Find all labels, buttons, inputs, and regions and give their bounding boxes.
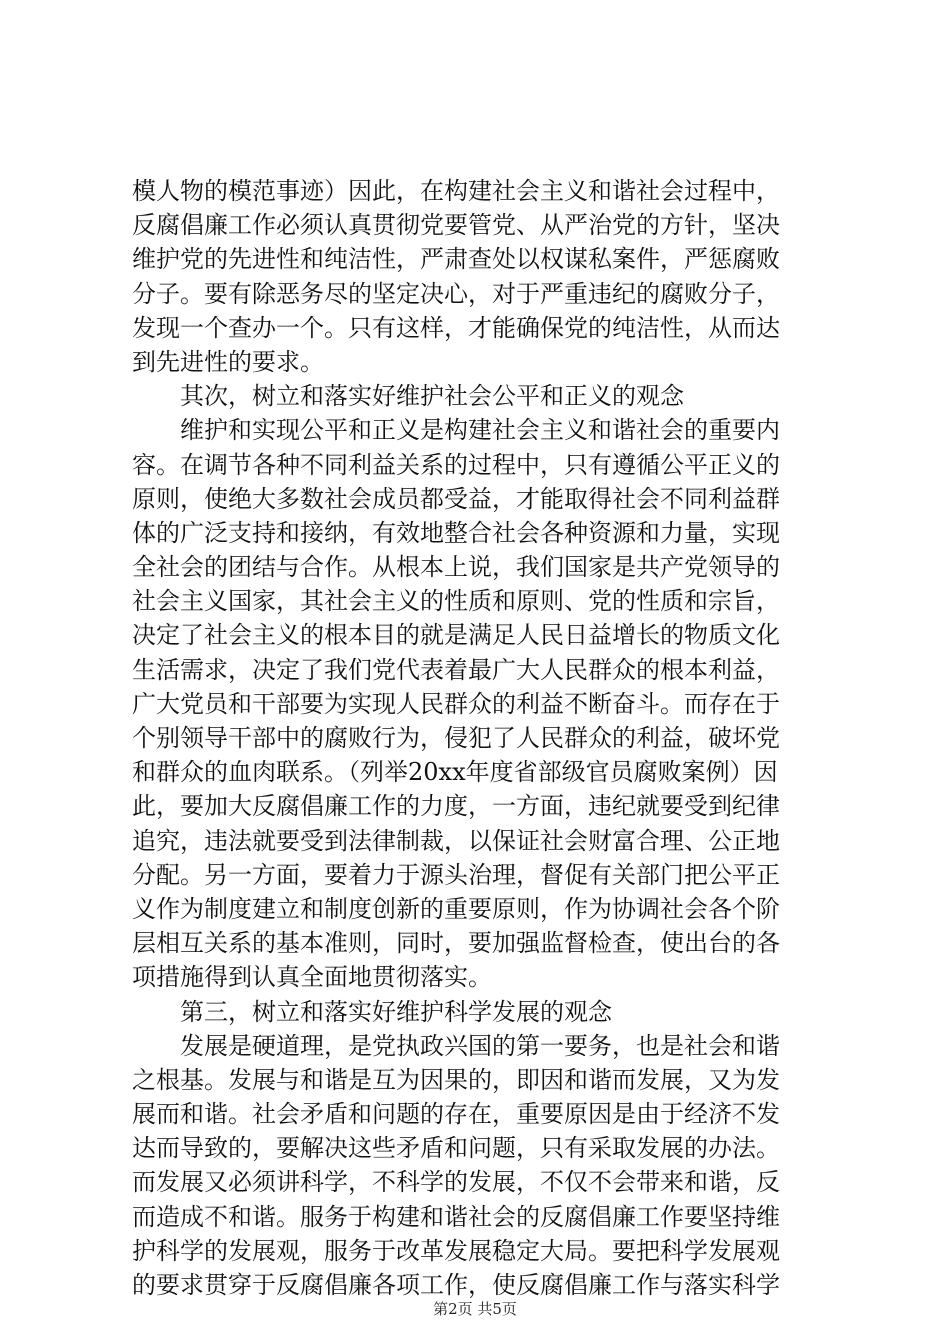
text-line: 层相互关系的基本准则，同时，要加强监督检查，使出台的各 [132, 929, 780, 958]
text-line: 维护党的先进性和纯洁性，严肃查处以权谋私案件，严惩腐败 [132, 245, 780, 274]
text-line: 社会主义国家，其社会主义的性质和原则、党的性质和宗旨， [132, 587, 780, 616]
text-line: 维护和实现公平和正义是构建社会主义和谐社会的重要内 [180, 416, 780, 445]
page-number-footer: 第2页 共5页 [433, 1300, 517, 1318]
text-line: 而发展又必须讲科学，不科学的发展，不仅不会带来和谐，反 [132, 1168, 780, 1197]
text-line: 决定了社会主义的根本目的就是满足人民日益增长的物质文化 [132, 621, 780, 650]
text-line: 义作为制度建立和制度创新的重要原则，作为协调社会各个阶 [132, 894, 780, 923]
text-line: 体的广泛支持和接纳，有效地整合社会各种资源和力量，实现 [132, 518, 780, 547]
body-text [132, 174, 838, 1302]
text-line: 追究，违法就要受到法律制裁，以保证社会财富合理、公正地 [132, 826, 780, 855]
text-line: 容。在调节各种不同利益关系的过程中，只有遵循公平正义的 [132, 450, 780, 479]
text-line: 发展是硬道理，是党执政兴国的第一要务，也是社会和谐 [180, 1031, 780, 1060]
text-line: 全社会的团结与合作。从根本上说，我们国家是共产党领导的 [132, 553, 780, 582]
text-line: 护科学的发展观，服务于改革发展稳定大局。要把科学发展观 [132, 1236, 780, 1265]
text-line: 到先进性的要求。 [132, 347, 324, 376]
text-line: 和群众的血肉联系。（列举20xx年度省部级官员腐败案例）因 [132, 758, 778, 787]
text-line: 反腐倡廉工作必须认真贯彻党要管党、从严治党的方针，坚决 [132, 211, 780, 240]
text-line: 项措施得到认真全面地贯彻落实。 [132, 963, 492, 992]
text-line: 发现一个查办一个。只有这样，才能确保党的纯洁性，从而达 [132, 313, 780, 342]
section-heading: 其次，树立和落实好维护社会公平和正义的观念 [180, 382, 684, 411]
text-line: 生活需求，决定了我们党代表着最广大人民群众的根本利益， [132, 655, 780, 684]
text-line: 模人物的模范事迹）因此，在构建社会主义和谐社会过程中， [132, 177, 780, 205]
text-line: 分配。另一方面，要着力于源头治理，督促有关部门把公平正 [132, 860, 780, 889]
text-line: 的要求贯穿于反腐倡廉各项工作，使反腐倡廉工作与落实科学 [132, 1271, 780, 1299]
text-line: 而造成不和谐。服务于构建和谐社会的反腐倡廉工作要坚持维 [132, 1202, 780, 1231]
text-line: 展而和谐。社会矛盾和问题的存在，重要原因是由于经济不发 [132, 1100, 780, 1129]
text-line: 此，要加大反腐倡廉工作的力度，一方面，违纪就要受到纪律 [132, 792, 780, 821]
section-heading: 第三，树立和落实好维护科学发展的观念 [180, 997, 612, 1026]
text-line: 之根基。发展与和谐是互为因果的，即因和谐而发展，又为发 [132, 1065, 780, 1094]
text-line: 个别领导干部中的腐败行为，侵犯了人民群众的利益，破坏党 [132, 724, 780, 752]
text-line: 原则，使绝大多数社会成员都受益，才能取得社会不同利益群 [132, 484, 780, 513]
text-line: 分子。要有除恶务尽的坚定决心，对于严重违纪的腐败分子， [132, 279, 780, 308]
text-line: 广大党员和干部要为实现人民群众的利益不断奋斗。而存在于 [132, 689, 780, 718]
text-line: 达而导致的，要解决这些矛盾和问题，只有采取发展的办法。 [132, 1134, 780, 1163]
